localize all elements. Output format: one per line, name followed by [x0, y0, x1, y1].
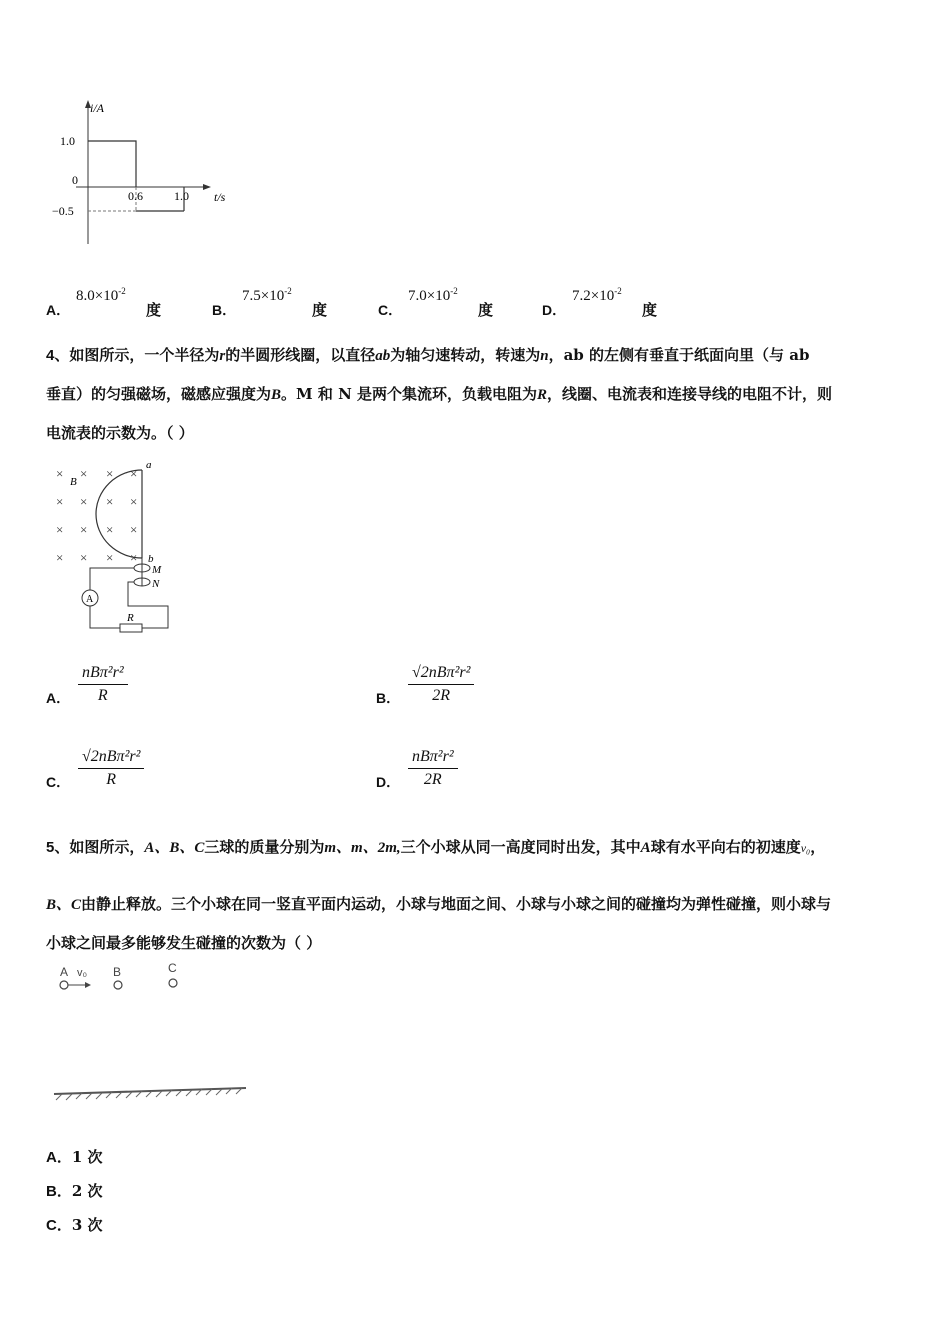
y-tick-0: 0: [72, 173, 78, 187]
svg-text:×: ×: [106, 522, 114, 537]
x-axis-arrow-icon: [203, 184, 211, 190]
current-time-graph: [46, 96, 246, 251]
svg-text:A: A: [86, 594, 94, 605]
svg-text:×: ×: [56, 550, 64, 565]
svg-text:×: ×: [80, 494, 88, 509]
svg-text:×: ×: [106, 494, 114, 509]
q5-option-c[interactable]: C．3 次: [46, 1216, 103, 1234]
point-a-label: a: [146, 459, 152, 471]
svg-text:×: ×: [106, 550, 114, 565]
svg-text:×: ×: [130, 466, 138, 481]
arrow-right-icon: [85, 982, 91, 988]
svg-text:×: ×: [106, 466, 114, 481]
svg-text:×: ×: [80, 522, 88, 537]
q5-stem: 5、如图所示，A、B、C三球的质量分别为m、m、2m,三个小球从同一高度同时出发，其中A球有水平向右的初速度v₀， B、C由静止释放。三个小球在同一竖直平面内运动，小球与地面之间、小球与小球之间的碰撞均为弹性碰撞，则小球与 小球之间最多能够发生碰撞的次数为（ ）: [46, 838, 832, 952]
svg-text:×: ×: [80, 466, 88, 481]
svg-text:×: ×: [130, 494, 138, 509]
q4-coil-figure: [50, 458, 180, 636]
q5-option-a[interactable]: A．1 次: [46, 1148, 103, 1166]
semicircle-coil: [96, 470, 142, 558]
svg-text:N: N: [152, 578, 160, 590]
svg-text:v₀: v₀: [77, 967, 88, 979]
resistor-icon: [120, 624, 142, 632]
y-axis-label: i/A: [90, 101, 104, 115]
svg-text:M: M: [152, 564, 162, 576]
svg-text:×: ×: [56, 466, 64, 481]
ball-a: [60, 981, 68, 989]
svg-text:×: ×: [130, 522, 138, 537]
svg-text:R: R: [127, 612, 134, 624]
magnetic-field-crosses: [56, 466, 137, 565]
svg-text:B: B: [113, 965, 122, 979]
ball-c: [169, 979, 177, 987]
x-tick-10: 1.0: [174, 189, 189, 203]
svg-text:×: ×: [80, 550, 88, 565]
y-tick-neg: −0.5: [52, 204, 74, 218]
svg-text:×: ×: [56, 522, 64, 537]
y-tick-1: 1.0: [60, 134, 75, 148]
q3-options: A． $8.0\times 10^{-2}$ 度 B． $7.5\times 10^{-2}$ 度 C． $7.0\times 10^{-2}$ 度 D． $7.2\times 10^{-2}$ 度: [46, 286, 658, 319]
positive-current-segment: [88, 141, 136, 187]
q5-option-b[interactable]: B．2 次: [46, 1182, 103, 1200]
svg-text:C: C: [168, 961, 177, 975]
svg-text:×: ×: [130, 550, 138, 565]
x-axis-label: t/s: [214, 190, 226, 204]
svg-text:×: ×: [56, 494, 64, 509]
x-tick-06: 0.6: [128, 189, 143, 203]
svg-text:A: A: [60, 965, 69, 979]
field-label-b: B: [70, 476, 77, 488]
ball-b: [114, 981, 122, 989]
q5-balls-figure: [50, 960, 260, 1105]
q4-stem: 4、如图所示，一个半径为r的半圆形线圈，以直径ab为轴匀速转动，转速为n，ab 的左侧有垂直于纸面向里（与 ab 垂直）的匀强磁场，磁感应强度为B。M 和 N 是两个集流环，负载电阻为R，线圈、电流表和连接导线的电阻不计，则 电流表的示数为。（ ）: [46, 346, 833, 442]
point-b-label: b: [148, 553, 154, 565]
